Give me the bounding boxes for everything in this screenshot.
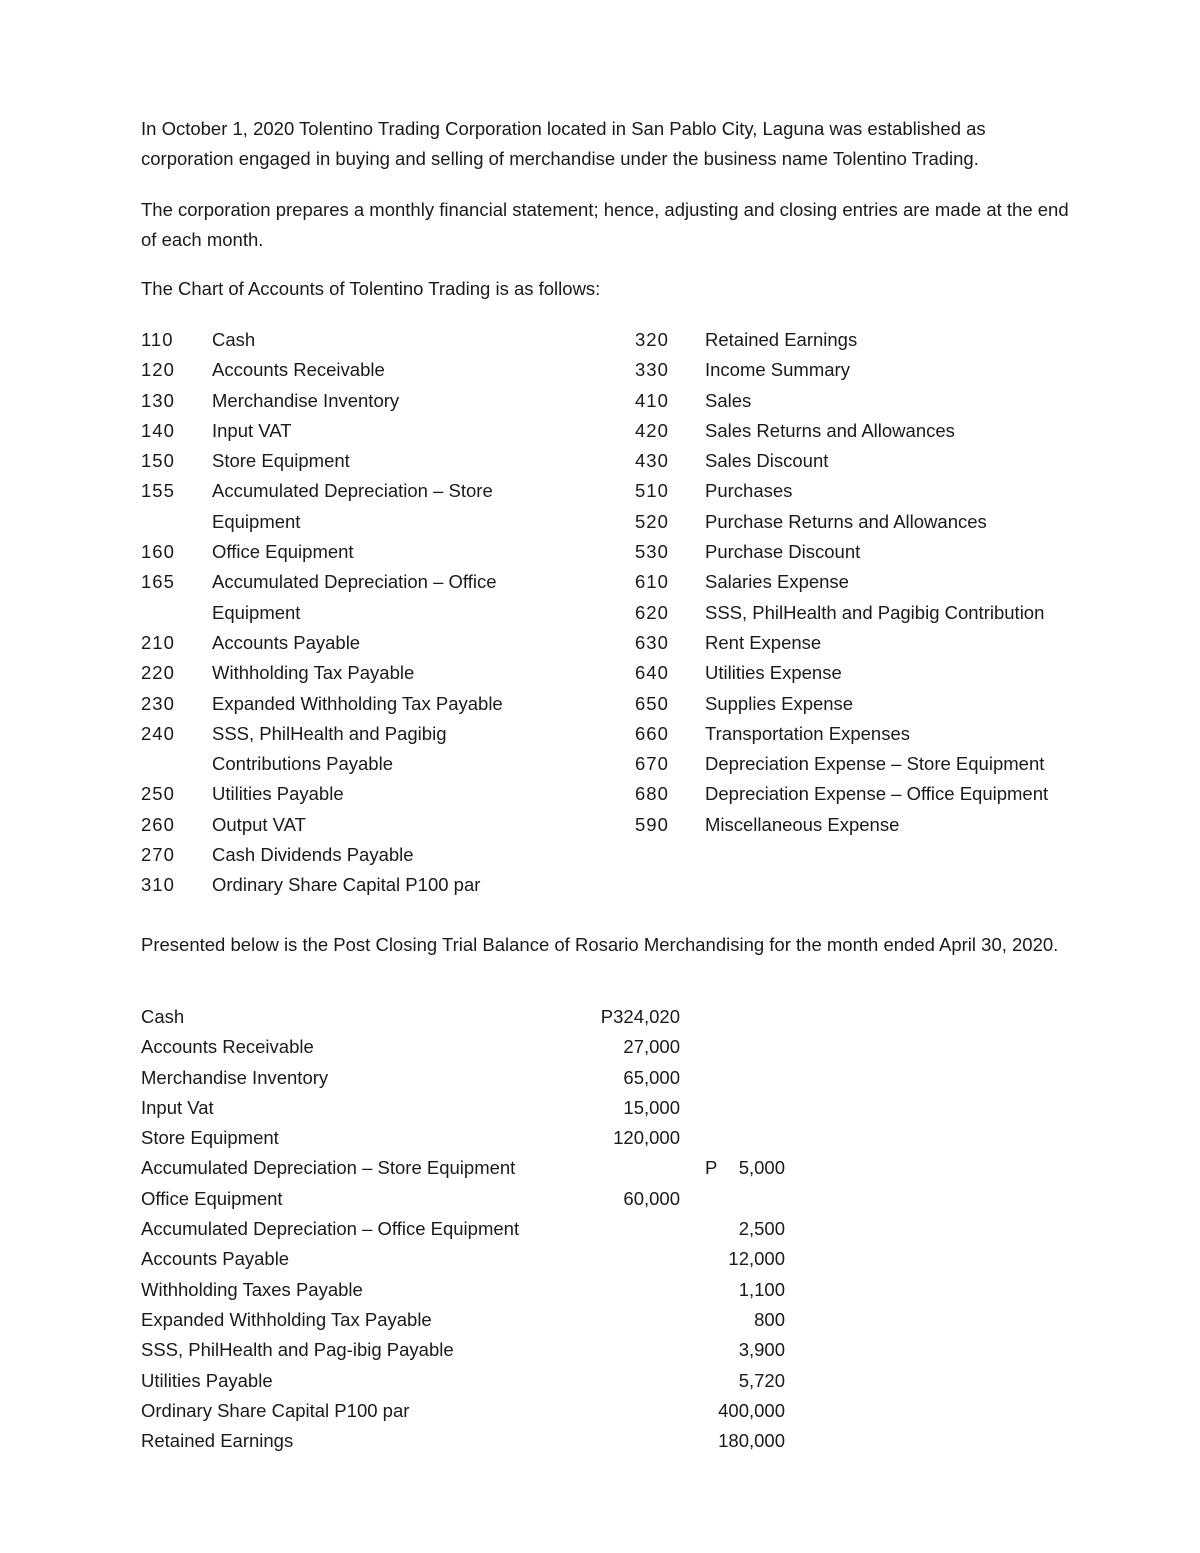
account-name: Sales bbox=[705, 389, 752, 411]
credit-amount: 2,500 bbox=[738, 1218, 785, 1240]
account-row bbox=[635, 628, 1085, 658]
trial-balance-account: Accumulated Depreciation – Store Equipment bbox=[141, 1157, 516, 1179]
trial-balance-account: Input Vat bbox=[141, 1096, 214, 1118]
account-name: Miscellaneous Expense bbox=[705, 813, 900, 835]
account-row bbox=[635, 567, 1085, 597]
account-name: Sales Returns and Allowances bbox=[705, 419, 955, 441]
debit-amount: 65,000 bbox=[623, 1066, 680, 1088]
monthly-statement-paragraph: The corporation prepares a monthly financial statement; hence, adjusting and closing entries are made at the end of each month. bbox=[141, 199, 1069, 250]
account-name: Depreciation Expense – Store Equipment bbox=[705, 753, 1045, 775]
account-row bbox=[141, 416, 611, 446]
account-code: 220 bbox=[141, 662, 175, 684]
debit-amount: 15,000 bbox=[623, 1096, 680, 1118]
account-row bbox=[141, 689, 611, 719]
account-row bbox=[141, 840, 611, 870]
account-row bbox=[141, 870, 611, 900]
account-name: Ordinary Share Capital P100 par bbox=[212, 874, 481, 896]
account-code: 610 bbox=[635, 571, 669, 593]
account-code: 150 bbox=[141, 450, 175, 472]
account-row bbox=[635, 810, 1085, 840]
account-row bbox=[635, 658, 1085, 688]
trial-balance-row bbox=[141, 1123, 801, 1153]
trial-balance-row bbox=[141, 1032, 801, 1062]
account-code: 590 bbox=[635, 813, 669, 835]
account-name: Purchase Discount bbox=[705, 541, 861, 563]
account-code: 310 bbox=[141, 874, 175, 896]
account-row bbox=[635, 325, 1085, 355]
trial-balance-heading: Presented below is the Post Closing Trial Balance of Rosario Merchandising for the month ended April 30, 2020. bbox=[141, 934, 1059, 955]
account-row bbox=[141, 476, 611, 537]
trial-balance-row bbox=[141, 1426, 801, 1456]
account-row bbox=[635, 749, 1085, 779]
account-code: 130 bbox=[141, 389, 175, 411]
account-row bbox=[141, 658, 611, 688]
account-row bbox=[141, 779, 611, 809]
trial-balance-account: Withholding Taxes Payable bbox=[141, 1278, 363, 1300]
account-code: 680 bbox=[635, 783, 669, 805]
chart-of-accounts-left-column bbox=[141, 325, 611, 901]
trial-balance-row bbox=[141, 1002, 801, 1032]
account-name: Input VAT bbox=[212, 419, 292, 441]
account-name: Withholding Tax Payable bbox=[212, 662, 415, 684]
account-code: 260 bbox=[141, 813, 175, 835]
account-row bbox=[141, 810, 611, 840]
account-row bbox=[141, 355, 611, 385]
account-code: 160 bbox=[141, 541, 175, 563]
credit-amount: 180,000 bbox=[718, 1430, 785, 1452]
account-row bbox=[141, 628, 611, 658]
account-name: Output VAT bbox=[212, 813, 306, 835]
trial-balance-account: Expanded Withholding Tax Payable bbox=[141, 1308, 432, 1330]
trial-balance-account: Cash bbox=[141, 1006, 185, 1027]
account-row bbox=[141, 537, 611, 567]
account-code: 520 bbox=[635, 510, 669, 532]
chart-of-accounts-heading: The Chart of Accounts of Tolentino Trading is as follows: bbox=[141, 278, 601, 299]
account-row bbox=[635, 476, 1085, 506]
trial-balance-row bbox=[141, 1063, 801, 1093]
account-code: 240 bbox=[141, 722, 175, 744]
account-name: Purchase Returns and Allowances bbox=[705, 510, 987, 532]
account-row bbox=[635, 719, 1085, 749]
account-code: 530 bbox=[635, 541, 669, 563]
trial-balance-row bbox=[141, 1275, 801, 1305]
account-row bbox=[635, 446, 1085, 476]
account-row bbox=[141, 446, 611, 476]
account-name: Retained Earnings bbox=[705, 329, 858, 350]
account-name: SSS, PhilHealth and Pagibig Contributions Payable bbox=[212, 722, 447, 775]
account-row bbox=[635, 386, 1085, 416]
trial-balance-account: Utilities Payable bbox=[141, 1369, 273, 1391]
account-code: 670 bbox=[635, 753, 669, 775]
account-name: Store Equipment bbox=[212, 450, 350, 472]
trial-balance-row bbox=[141, 1093, 801, 1123]
account-name: Salaries Expense bbox=[705, 571, 849, 593]
account-name: Merchandise Inventory bbox=[212, 389, 400, 411]
account-name: Utilities Payable bbox=[212, 783, 344, 805]
account-row bbox=[141, 719, 611, 780]
account-code: 630 bbox=[635, 631, 669, 653]
account-name: Depreciation Expense – Office Equipment bbox=[705, 783, 1049, 805]
intro-paragraph: In October 1, 2020 Tolentino Trading Corporation located in San Pablo City, Laguna was established as corporation engaged in buying and selling of merchandise under the business name Tolentino Trading. bbox=[141, 118, 986, 169]
account-name: Cash bbox=[212, 329, 256, 350]
trial-balance-row bbox=[141, 1305, 801, 1335]
account-name: Office Equipment bbox=[212, 541, 354, 563]
account-code: 650 bbox=[635, 692, 669, 714]
account-name: Accounts Receivable bbox=[212, 359, 385, 381]
account-code: 420 bbox=[635, 419, 669, 441]
account-code: 250 bbox=[141, 783, 175, 805]
account-row bbox=[635, 537, 1085, 567]
account-code: 640 bbox=[635, 662, 669, 684]
trial-balance-account: Ordinary Share Capital P100 par bbox=[141, 1399, 410, 1421]
trial-balance-row bbox=[141, 1366, 801, 1396]
trial-balance-account: Accumulated Depreciation – Office Equipment bbox=[141, 1218, 520, 1240]
account-name: Accounts Payable bbox=[212, 631, 361, 653]
debit-amount: P324,020 bbox=[600, 1006, 680, 1027]
account-row bbox=[635, 355, 1085, 385]
trial-balance-account: Accounts Receivable bbox=[141, 1036, 314, 1058]
account-name: Sales Discount bbox=[705, 450, 829, 472]
trial-balance-row bbox=[141, 1396, 801, 1426]
account-row bbox=[635, 507, 1085, 537]
account-row bbox=[141, 325, 611, 355]
credit-amount: 3,900 bbox=[738, 1339, 785, 1361]
account-name: Rent Expense bbox=[705, 631, 822, 653]
account-code: 155 bbox=[141, 480, 175, 502]
account-code: 110 bbox=[141, 329, 174, 350]
account-code: 210 bbox=[141, 631, 175, 653]
account-code: 660 bbox=[635, 722, 669, 744]
account-name: Cash Dividends Payable bbox=[212, 844, 414, 866]
account-code: 270 bbox=[141, 844, 175, 866]
trial-balance-account: Retained Earnings bbox=[141, 1430, 294, 1452]
account-name: Accumulated Depreciation – Office Equipment bbox=[212, 571, 497, 623]
account-code: 330 bbox=[635, 359, 669, 381]
account-code: 430 bbox=[635, 450, 669, 472]
trial-balance-row bbox=[141, 1214, 801, 1244]
trial-balance-account: SSS, PhilHealth and Pag-ibig Payable bbox=[141, 1339, 454, 1361]
account-row bbox=[635, 598, 1085, 628]
account-name: Transportation Expenses bbox=[705, 722, 910, 744]
post-closing-trial-balance bbox=[141, 1002, 801, 1456]
account-row bbox=[141, 567, 611, 628]
trial-balance-account: Accounts Payable bbox=[141, 1248, 290, 1270]
credit-amount: 1,100 bbox=[738, 1278, 785, 1300]
account-code: 140 bbox=[141, 419, 175, 441]
debit-amount: 60,000 bbox=[623, 1187, 680, 1209]
trial-balance-row bbox=[141, 1244, 801, 1274]
credit-amount: 800 bbox=[754, 1308, 785, 1330]
debit-amount: 120,000 bbox=[613, 1127, 680, 1149]
credit-currency: P bbox=[705, 1157, 718, 1179]
debit-amount: 27,000 bbox=[623, 1036, 680, 1058]
trial-balance-account: Store Equipment bbox=[141, 1127, 279, 1149]
credit-amount: 5,720 bbox=[738, 1369, 785, 1391]
account-name: Supplies Expense bbox=[705, 692, 854, 714]
account-code: 320 bbox=[635, 329, 669, 350]
account-row bbox=[635, 779, 1085, 809]
trial-balance-row bbox=[141, 1184, 801, 1214]
account-name: Income Summary bbox=[705, 359, 850, 381]
account-code: 230 bbox=[141, 692, 175, 714]
credit-amount: 400,000 bbox=[718, 1399, 785, 1421]
account-code: 410 bbox=[635, 389, 669, 411]
account-name: Expanded Withholding Tax Payable bbox=[212, 692, 503, 714]
trial-balance-row bbox=[141, 1335, 801, 1365]
account-code: 510 bbox=[635, 480, 669, 502]
account-code: 165 bbox=[141, 571, 175, 593]
trial-balance-account: Merchandise Inventory bbox=[141, 1066, 329, 1088]
credit-amount: 5,000 bbox=[738, 1157, 785, 1179]
account-row bbox=[635, 689, 1085, 719]
account-name: Accumulated Depreciation – Store Equipment bbox=[212, 480, 493, 532]
chart-of-accounts-right-column bbox=[635, 325, 1085, 840]
trial-balance-row bbox=[141, 1153, 801, 1183]
account-row bbox=[635, 416, 1085, 446]
account-name: SSS, PhilHealth and Pagibig Contribution bbox=[705, 601, 1045, 623]
account-code: 120 bbox=[141, 359, 175, 381]
credit-amount: 12,000 bbox=[728, 1248, 785, 1270]
account-name: Utilities Expense bbox=[705, 662, 842, 684]
account-row bbox=[141, 386, 611, 416]
account-code: 620 bbox=[635, 601, 669, 623]
account-name: Purchases bbox=[705, 480, 793, 502]
trial-balance-account: Office Equipment bbox=[141, 1187, 283, 1209]
